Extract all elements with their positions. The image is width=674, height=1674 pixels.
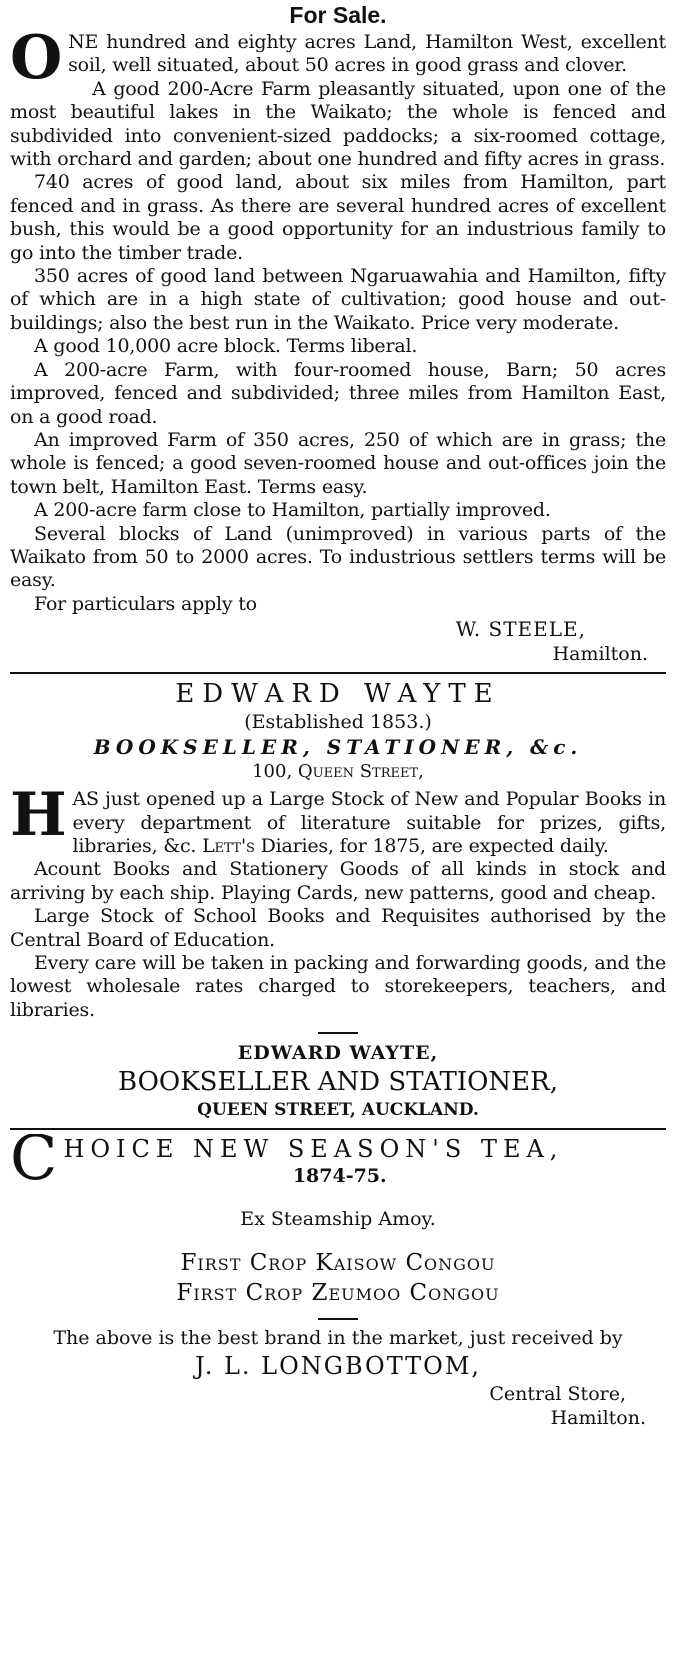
wayte-footer-name: EDWARD WAYTE, bbox=[237, 1042, 439, 1065]
tea-store: Central Store, bbox=[489, 1383, 626, 1406]
wayte-paragraph-2: Acount Books and Stationery Goods of all kinds in stock and arriving by each ship. Playing Cards, new patterns, good and cheap. bbox=[10, 858, 666, 904]
wayte-footer-address: QUEEN STREET, AUCKLAND. bbox=[197, 1100, 479, 1121]
for-sale-paragraph-7: An improved Farm of 350 acres, 250 of which are in grass; the whole is fenced; a good seven-roomed house and out-offices join the town belt, Hamilton East. Terms easy. bbox=[10, 428, 666, 498]
wayte-address-number: 100, bbox=[252, 761, 293, 783]
tea-years: 1874-75. bbox=[292, 1165, 387, 1188]
for-sale-paragraph-8: A 200-acre farm close to Hamilton, partially improved. bbox=[34, 499, 551, 522]
wayte-advert bbox=[10, 678, 666, 1122]
tea-note: The above is the best brand in the market, just received by bbox=[53, 1327, 623, 1350]
for-sale-advert bbox=[10, 2, 666, 666]
wayte-established: (Established 1853.) bbox=[244, 711, 432, 734]
for-sale-paragraph-2: A good 200-Acre Farm pleasantly situated, upon one of the most beautiful lakes in the Waikato; the whole is fenced and subdivided into convenient-sized paddocks; a six-roomed cottage, with orchard and garden; about one hundred and fifty acres in grass. bbox=[10, 77, 666, 171]
for-sale-paragraph-1: ONE hundred and eighty acres Land, Hamilton West, excellent soil, well situated, about 50 acres in good grass and clover. bbox=[10, 23, 666, 93]
tea-crop-1: First Crop Kaisow Congou bbox=[180, 1250, 496, 1277]
for-sale-paragraph-5: A good 10,000 acre block. Terms liberal. bbox=[34, 335, 418, 358]
newspaper-page bbox=[10, 0, 666, 1430]
short-divider bbox=[318, 1318, 358, 1320]
for-sale-paragraph-6: A 200-acre Farm, with four-roomed house, Barn; 50 acres improved, fenced and subdivided; three miles from Hamilton East, on a good road. bbox=[10, 358, 666, 428]
wayte-trade: BOOKSELLER, STATIONER, &c. bbox=[93, 735, 583, 760]
wayte-paragraph-1: HAS just opened up a Large Stock of New and Popular Books in every department of literature suitable for prizes, gifts, libraries, &c. Lett's Diaries, for 1875, are expected daily. bbox=[10, 780, 666, 857]
wayte-paragraph-4: Every care will be taken in packing and forwarding goods, and the lowest wholesale rates charged to storekeepers, teachers, and libraries. bbox=[10, 952, 666, 1021]
dropcap-h: H bbox=[10, 780, 67, 851]
tea-title: HOICE NEW SEASON'S TEA, bbox=[63, 1135, 564, 1164]
wayte-address bbox=[10, 760, 666, 784]
dropcap-o: O bbox=[10, 23, 63, 93]
for-sale-paragraph-4: 350 acres of good land between Ngaruawahia and Hamilton, fifty of which are in a high state of cultivation; good house and out-buildings; also the best run in the Waikato. Price very moderate. bbox=[10, 265, 666, 334]
tea-place: Hamilton. bbox=[550, 1407, 646, 1430]
dropcap-c: C bbox=[10, 1134, 58, 1189]
for-sale-paragraph-9: Several blocks of Land (unimproved) in various parts of the Waikato from 50 to 2000 acres. To industrious settlers terms will be easy. bbox=[10, 522, 666, 592]
for-sale-paragraph-3: 740 acres of good land, about six miles from Hamilton, part fenced and in grass. As there are several hundred acres of excellent bush, this would be a good opportunity for an industrious family to go into the timber trade. bbox=[10, 171, 666, 264]
short-divider bbox=[318, 1032, 358, 1034]
for-sale-title: For Sale. bbox=[289, 2, 387, 28]
letts-name: Lett's bbox=[202, 834, 255, 857]
divider-rule bbox=[10, 672, 666, 674]
tea-ship: Ex Steamship Amoy. bbox=[240, 1208, 436, 1231]
wayte-footer-trade: BOOKSELLER AND STATIONER, bbox=[117, 1067, 558, 1098]
wayte-paragraph-3: Large Stock of School Books and Requisites authorised by the Central Board of Education. bbox=[10, 905, 666, 951]
tea-advert bbox=[10, 1134, 666, 1430]
tea-crop-2: First Crop Zeumoo Congou bbox=[176, 1280, 500, 1307]
wayte-address-street: Queen Street, bbox=[297, 761, 424, 783]
tea-header bbox=[10, 1134, 666, 1188]
signature-place: Hamilton. bbox=[552, 643, 648, 666]
wayte-name: EDWARD WAYTE bbox=[175, 679, 501, 710]
divider-rule bbox=[10, 1128, 666, 1130]
for-sale-paragraph-10: For particulars apply to bbox=[34, 592, 257, 615]
signature-name: W. STEELE, bbox=[455, 617, 586, 642]
tea-merchant: J. L. LONGBOTTOM, bbox=[194, 1352, 482, 1381]
